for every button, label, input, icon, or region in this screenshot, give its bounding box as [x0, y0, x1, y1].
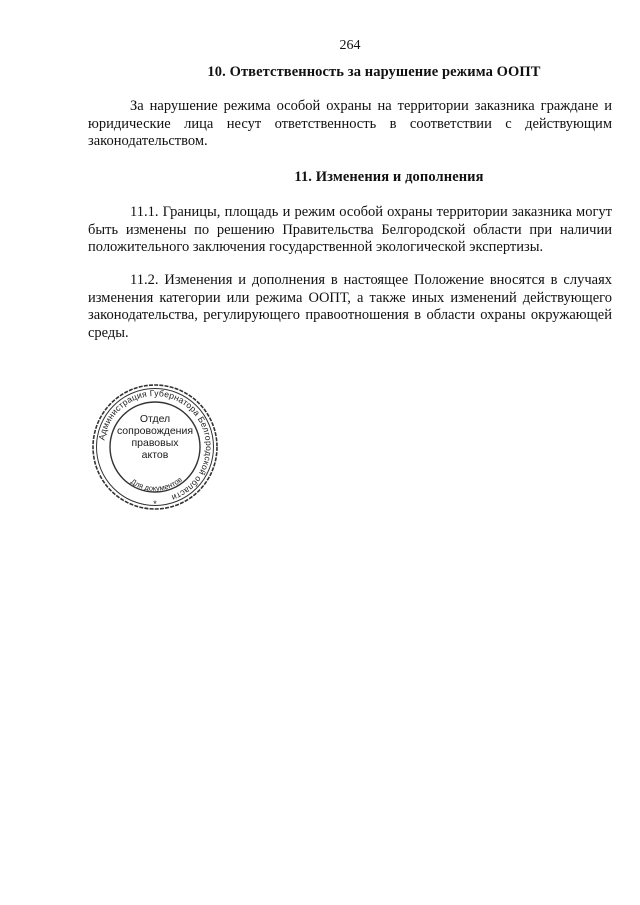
stamp-center-text	[108, 413, 202, 461]
stamp-center-line-4: актов	[141, 449, 169, 461]
section-10-heading: 10. Ответственность за нарушение режима ООПТ	[207, 64, 541, 80]
section-11-paragraph-1: 11.1. Границы, площадь и режим особой охраны территории заказника могут быть изменены по решению Правительства Белгородской области при наличии положительного заключения государственной экологической экспертизы.	[88, 204, 612, 256]
stamp-center-line-3: правовых	[131, 437, 179, 449]
stamp-star: *	[153, 499, 157, 509]
section-10-paragraph: За нарушение режима особой охраны на территории заказника граждане и юридические лица несут ответственность в соответствии с действующим законодательством.	[88, 98, 612, 150]
stamp-center-line-2: сопровождения	[116, 425, 194, 437]
official-stamp	[90, 382, 220, 512]
section-11-heading: 11. Изменения и дополнения	[294, 169, 484, 185]
svg-text:Для документов	[129, 475, 184, 493]
page-number: 264	[339, 38, 361, 53]
stamp-outer-text: Администрация Губернатора Белгородской области	[96, 387, 215, 503]
section-11-paragraph-2: 11.2. Изменения и дополнения в настоящее Положение вносятся в случаях изменения категории или режима ООПТ, а также иных изменений действующего законодательства, регулирующего правоотношения в области охраны окружающей среды.	[88, 272, 612, 341]
stamp-inner-text: Для документов	[129, 475, 184, 493]
stamp-center-line-1: Отдел	[139, 413, 171, 425]
